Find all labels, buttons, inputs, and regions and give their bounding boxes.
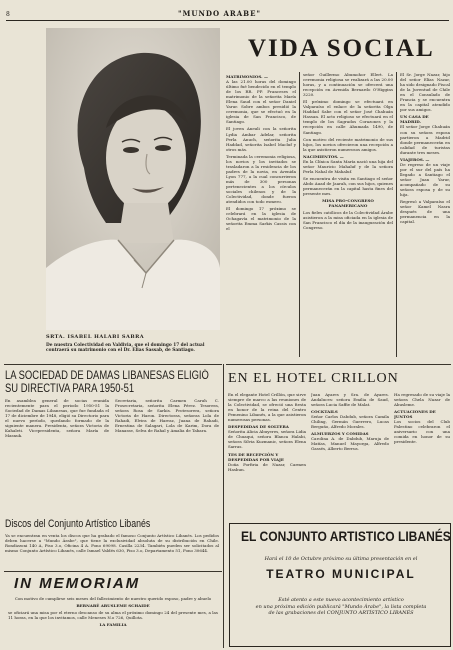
crillon-column-1	[228, 392, 306, 520]
article-paragraph: Regresó a Valparaíso el señor Kamel Nasra después de una permanencia en la capital.	[400, 199, 450, 225]
photo-caption-text: De nuestra Colectividad en Valdivia, que el domingo 17 del actual contraerá su matrimonio con el Dr. Elias Sassab, de Santiago.	[46, 343, 205, 354]
sociedad-damas-headline: LA SOCIEDAD DE DAMAS LIBANESAS ELIGIÓ SU DIRECTIVA PARA 1950-51	[5, 370, 209, 395]
section-heading: NACIMIENTOS. —	[303, 153, 344, 159]
vida-social-column-1	[226, 72, 296, 357]
section-heading: COCKTAILS	[311, 409, 338, 415]
in-memoriam-title: IN MEMORIAM	[14, 575, 141, 592]
section-heading: UN CASA DE MADRID.	[400, 114, 429, 125]
article-paragraph: El domingo 17 próximo se celebrará en la iglesia de Ochagavía el matrimonio de la señorita Emma Sarkis Cassis con el	[226, 206, 296, 232]
article-paragraph: Ya se encuentran en venta los discos que ha grabado el famoso Conjunto Artístico Libanés. Los pedidos deben hacerse a "Mundo Árabe", que tiene la exclusividad absoluta de su distribución en Chile. Rondizzoni 140 A, Piso 3.o, Oficina 4 A. Fono 69098. Casilla 2234. También pueden ser solicitados al mismo Conjunto Artístico Libanés, calle Ismael Valdés 630, Piso 3.o, Departamento 51, Fono 30644.	[5, 533, 219, 554]
page-number: 8	[6, 11, 10, 18]
section-heading: TES DE RECEPCIÓN Y DESPEDIDAS POR VIAJE	[228, 451, 284, 462]
section-divider	[4, 571, 222, 572]
vida-social-title: VIDA SOCIAL	[248, 35, 435, 62]
article-paragraph: Señorita Alicia Abuyeres, señora Lidia de Chuaqui, señora Blanca Halabi, señora Silvia Kuzmanic, señora Elena Sarras.	[228, 429, 306, 450]
article-paragraph: Los socios del Club Palestino celebraron el aniversario con una comida en honor de su presidente.	[394, 419, 450, 445]
article-paragraph: Doña Porfiria de Nazar, Carmen Hasbun.	[228, 461, 306, 472]
article-paragraph: El Sr. Jorge Nazar, hijo del señor Elías Nazar, ha sido designado Fiscal de la Juventud de Chile en el Consulado de Francia y se encuentra en la capital atendido por sus amigos.	[400, 72, 450, 113]
section-heading: ACTUACIONES DE JUNTOS	[394, 409, 436, 420]
article-paragraph: Se encuentra de visita en Santiago el señor Abdo Auad de Jaarah, con sus hijos, quienes permanecerán en la capital hasta fines del presente mes.	[303, 175, 393, 197]
article-paragraph: En asamblea general de socias reunida recientemente para el periodo 1950-51 la Sociedad de Damas Libanesas, que fue fundada el 17 de diciembre de 1948, eligió su Directorio para el nuevo período, quedando formado de la siguiente manera. Presidenta, señora Victoria de Kahaleti. Vicepresidenta, señora María de Masnuk.	[5, 398, 109, 439]
announcement-details	[236, 597, 446, 617]
article-paragraph: En la Clínica Santa María nació una hija del señor Mauricio Mahaluf y de la señora Perla Nahal de Mahaluf.	[303, 158, 393, 174]
memoriam-name: BERNABÉ ABUSLEME SCHAIDE	[76, 603, 150, 609]
vida-social-column-2	[303, 72, 393, 357]
article-paragraph: Juan Ayares y Sra. de Ayares. Andaluces: señora Emilia de Saud, señora Lucia Saffie de Malat.	[311, 392, 389, 408]
crillon-column-2	[311, 392, 389, 520]
vida-social-column-3	[400, 72, 450, 357]
section-heading: VIAJEROS. —	[400, 156, 430, 162]
article-paragraph: señor Guillermo Abumohor Ellert. La ceremonia religiosa se realizará a las 20.00 horas, y a continuación se ofrecerá una recepción en Avenida Bernardo O'Higgins 3220.	[303, 72, 393, 98]
article-paragraph: El joven Aneuli con la señorita Lydia Ambar Adelar, señorita Perla Anuch, señorita Julia Haddad, señorita Isabel Macluf y otros más.	[226, 126, 296, 152]
in-memoriam-text	[8, 596, 218, 648]
article-paragraph: Con motivo del reciente matrimonio de sus hijos, los novios ofrecieron una recepción a la que asistieron numerosos amigos.	[303, 136, 393, 152]
memoriam-signature: LA FAMILIA	[99, 622, 127, 628]
article-paragraph: En el elegante Hotel Crillón, que sirve siempre de marco a las reuniones de la Colectividad, se ofreció una fiesta en honor de la reina del Centro Femenino Libanés, a la que asistieron numerosas personas.	[228, 392, 306, 423]
column-divider	[223, 364, 224, 648]
section-heading: MATRIMONIOS. —	[226, 74, 268, 79]
article-paragraph: Ha regresado de su viaje la señora Chela Nazar de Abusleme.	[394, 392, 450, 408]
article-paragraph: El señor Jorge Chahuán con su señora esposa partieron a Madrid donde permanecerán en calidad de turistas durante tres meses.	[400, 124, 450, 155]
section-heading: ALMUERZOS Y COMIDAS	[311, 431, 369, 437]
memoriam-intro: Con motivo de cumplirse seis meses del fallecimiento de nuestro querido esposo, padre y abuelo	[14, 596, 212, 601]
section-heading: DESPEDIDAS DE SOLTERA	[228, 424, 289, 430]
memoriam-details: se oficiará una misa por el eterno descanso de su alma el próximo domingo 24 del presente mes, a las 11 horas, en la que los invitamos, calle Meneses N.o 726, Quillota.	[8, 610, 218, 621]
article-paragraph: El próximo domingo se efectuará en Valparaíso el enlace de la señorita Olga Haddad Sabe con el señor José Chahuán Hassan. El acto religioso se efectuará en el templo de los Sagrados Corazones y la recepción en calle Ahumada 1490, de Santiago.	[303, 99, 393, 135]
article-paragraph: De regreso de un viaje por el sur del país ha llegado a Santiago el señor Juan Yarur, acompañado de su señora esposa y de su hija.	[400, 161, 450, 198]
section-heading: MISA PRO-CONGRESO PANAMERICANO	[322, 198, 374, 209]
photo-caption-name: SRTA. ISABEL HALABI SABRA	[46, 334, 145, 340]
announcement-line: Esté atento a este nuevo acontecimiento artístico	[278, 597, 404, 603]
announcement-line: de las grabaciones del CONJUNTO ARTÍSTICO LIBANÉS	[268, 610, 414, 616]
announcement-title: EL CONJUNTO ARTISTICO LIBANÉS	[241, 528, 451, 544]
section-divider	[226, 364, 451, 365]
announcement-venue: TEATRO MUNICIPAL	[266, 567, 416, 581]
article-paragraph: Terminada la ceremonia religiosa, los novios y los invitados se trasladaron a la residencia de los padres de la novia, en Avenida Lyon 777, a la cual concurrieron más de 300 personas pertenecientes a los círculos sociales chilenos y de la Colectividad, donde fueron atendidos con todo esmero.	[226, 153, 296, 205]
article-paragraph: Los fieles católicos de la Colectividad Árabe asistieron a la misa oficiada en la iglesia de San Francisco el día de la inauguración del Congreso.	[303, 210, 393, 231]
announcement-line: Hará el 10 de Octubre próximo su última presentación en el	[264, 556, 418, 562]
discos-text	[5, 533, 219, 568]
announcement-line: en una próxima edición publicará "Mundo Árabe", la lista completa	[255, 603, 427, 610]
section-divider	[4, 364, 222, 365]
sociedad-column-2	[115, 398, 219, 511]
article-paragraph: Carolina A. de Dabdub, Maruja de Matías, Manuel Mayorga, Alfredo Gassés, Alberto Berrus.	[311, 436, 389, 452]
article-paragraph: Secretaria, señorita Carmen Caruh C. Prosecretaria, señorita Elena Pérez. Tesorera, señora Rosa de Sarkis. Protesorera, señora Victoria de Haron. Directoras, señoras Lola de Rahadi, Elvira de Harraz, Juana de Rahadi, Ernestina de Salagari, Lola de Karim, Dora de Manasse, Selva de Rahal y Amalia de Tabara.	[115, 398, 219, 434]
sociedad-column-1	[5, 398, 109, 511]
publication-name: "MUNDO ARABE"	[178, 9, 262, 18]
discos-headline: Discos del Conjunto Artístico Libanés	[5, 518, 151, 530]
portrait-photo	[46, 28, 220, 330]
article-paragraph: Señor Carlos Dabdub, señora Camila Chiling, Germán Guerrero, Lucas Berguño, Alfredo Morales.	[311, 414, 389, 430]
column-divider	[299, 72, 300, 357]
column-divider	[396, 72, 397, 357]
crillon-column-3	[394, 392, 450, 520]
crillon-headline: EN EL HOTEL CRILLON	[228, 371, 399, 386]
header-rule	[6, 20, 449, 21]
article-paragraph: A las 21.00 horas del domingo último fué bendecido en el templo de los RR. PP. Franceses el matrimonio de la señorita María Elena Saud con el señor Daniel Yarur. Sobre ambos presidió la ceremonia, que se efectuó en la iglesia de San Francisco, de Santiago.	[226, 79, 296, 125]
